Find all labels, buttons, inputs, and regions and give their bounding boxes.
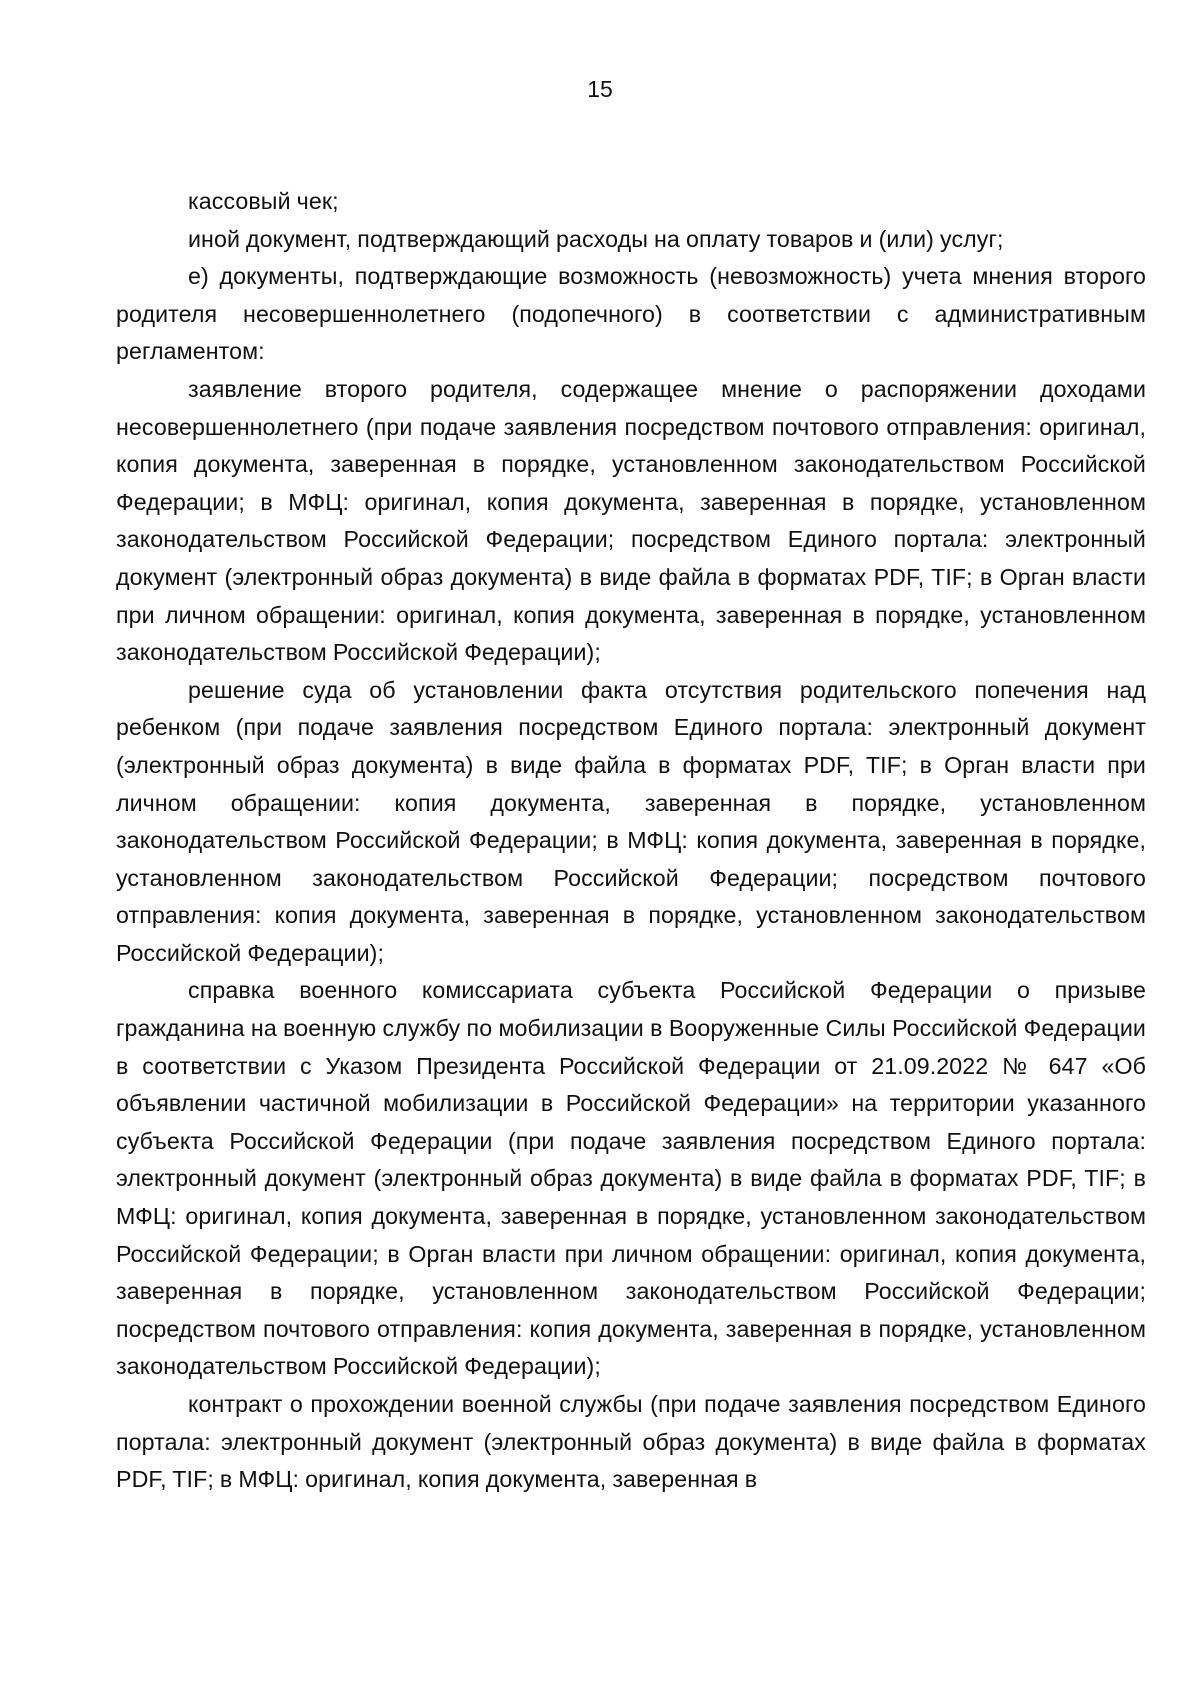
paragraph-item-e: е) документы, подтверждающие возможность (невозможность) учета мнения второго родителя несовершеннолетнего (подопечного) в соответствии с административным регламентом: <box>116 263 1146 365</box>
paragraph-other-expense-document: иной документ, подтверждающий расходы на оплату товаров и (или) услуг; <box>188 225 1004 252</box>
page-number: 15 <box>587 76 613 102</box>
document-body <box>116 183 1146 1499</box>
paragraph-second-parent-statement: заявление второго родителя, содержащее мнение о распоряжении доходами несовершеннолетнего (при подаче заявления посредством почтового отправления: оригинал, копия документа, заверенная в порядке, установленном законодательством Российской Федерации; в МФЦ: оригинал, копия документа, заверенная в порядке, установленном законодательством Российской Федерации; посредством Единого портала: электронный документ (электронный образ документа) в виде файла в форматах PDF, TIF; в Орган власти при личном обращении: оригинал, копия документа, заверенная в порядке, установленном законодательством Российской Федерации); <box>116 375 1146 666</box>
paragraph-military-service-contract: контракт о прохождении военной службы (при подаче заявления посредством Единого портала: электронный документ (электронный образ документа) в виде файла в форматах PDF, TIF; в МФЦ: оригинал, копия документа, заверенная в <box>116 1391 1146 1493</box>
paragraph-cash-receipt: кассовый чек; <box>188 188 339 214</box>
paragraph-court-decision: решение суда об установлении факта отсутствия родительского попечения над ребенком (при подаче заявления посредством Единого портала: электронный документ (электронный образ документа) в виде файла в форматах PDF, TIF; в Орган власти при личном обращении: копия документа, заверенная в порядке, установленном законодательством Российской Федерации; в МФЦ: копия документа, заверенная в порядке, установленном законодательством Российской Федерации; посредством почтового отправления: копия документа, заверенная в порядке, установленном законодательством Российской Федерации); <box>116 676 1146 966</box>
paragraph-military-commissariat-certificate: справка военного комиссариата субъекта Российской Федерации о призыве гражданина на военную службу по мобилизации в Вооруженные Силы Российской Федерации в соответствии с Указом Президента Российской Федерации от 21.09.2022 № 647 «Об объявлении частичной мобилизации в Российской Федерации» на территории указанного субъекта Российской Федерации (при подаче заявления посредством Единого портала: электронный документ (электронный образ документа) в виде файла в форматах PDF, TIF; в МФЦ: оригинал, копия документа, заверенная в порядке, установленном законодательством Российской Федерации; в Орган власти при личном обращении: оригинал, копия документа, заверенная в порядке, установленном законодательством Российской Федерации; посредством почтового отправления: копия документа, заверенная в порядке, установленном законодательством Российской Федерации); <box>116 977 1146 1380</box>
